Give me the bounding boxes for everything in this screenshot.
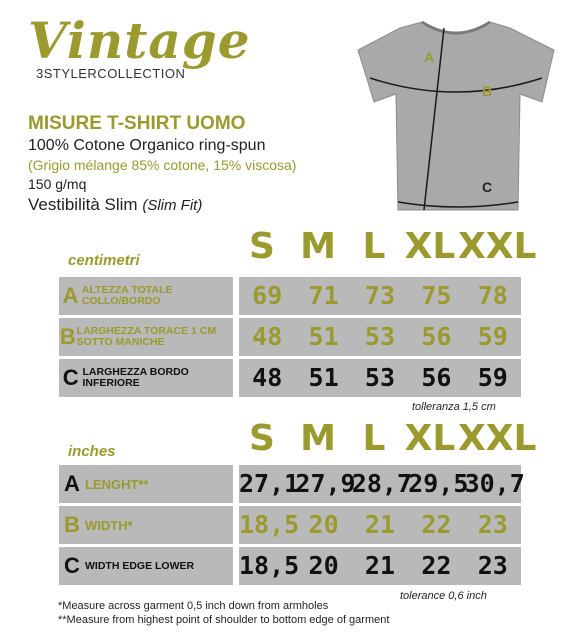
row-label: [55, 359, 233, 397]
row-label: [55, 506, 233, 544]
size-header-inches: [234, 418, 537, 459]
value-cell: 75: [421, 281, 452, 310]
diagram-label-c: C: [482, 179, 493, 195]
row-letter: A: [64, 471, 80, 496]
value-cell: 21: [364, 551, 396, 580]
size-xl: XL: [404, 418, 456, 459]
table-row: [55, 359, 521, 397]
value-cell: 71: [308, 281, 339, 310]
value-cell: 48: [252, 322, 283, 351]
size-xxl: XXL: [458, 418, 537, 459]
value-cell: 22: [421, 510, 452, 539]
value-cell: 18,5: [239, 510, 300, 539]
value-cell: 18,5: [239, 551, 300, 580]
product-info: [28, 112, 358, 217]
value-cell: 56: [421, 363, 452, 392]
row-label: [55, 318, 233, 356]
table-row: [55, 318, 521, 356]
size-s: S: [249, 226, 275, 267]
row-label-text: WIDTH EDGE LOWER: [85, 559, 195, 572]
value-cell: 21: [364, 510, 396, 539]
row-letter: B: [59, 324, 76, 349]
size-header-cm: [234, 226, 537, 267]
row-label: [55, 465, 233, 503]
row-values: [239, 547, 521, 585]
value-cell: 53: [364, 363, 396, 392]
row-letter: C: [64, 553, 80, 578]
value-cell: 73: [364, 281, 396, 310]
row-values: [239, 359, 521, 397]
footnote-length: **Measure from highest point of shoulder to bottom edge of garment: [58, 614, 390, 626]
fit-label-en: (Slim Fit): [142, 197, 203, 214]
value-cell: 51: [308, 322, 339, 351]
value-cell: 27,9: [295, 469, 356, 498]
row-values: [239, 277, 521, 315]
table-row: [55, 277, 521, 315]
info-weight: 150 g/mq: [28, 176, 87, 192]
size-m: M: [300, 418, 336, 459]
info-fit: [28, 194, 358, 217]
row-label-text: WIDTH*: [85, 517, 133, 533]
table-row: [55, 465, 525, 503]
brand-title: Vintage: [28, 11, 251, 70]
value-cell: 27,1: [239, 469, 300, 498]
fit-label: Vestibilità Slim: [28, 195, 138, 214]
value-cell: 20: [308, 551, 339, 580]
value-cell: 23: [477, 510, 508, 539]
row-values: [239, 318, 521, 356]
brand-subtitle: 3STYLERCOLLECTION: [36, 66, 186, 81]
tolerance-note-inches: tolerance 0,6 inch: [400, 590, 487, 602]
table-row: [55, 547, 521, 585]
row-letter: B: [64, 512, 80, 537]
value-cell: 53: [364, 322, 396, 351]
value-cell: 20: [308, 510, 339, 539]
row-values: [239, 506, 521, 544]
value-cell: 69: [252, 281, 283, 310]
size-m: M: [300, 226, 336, 267]
info-blend: (Grigio mélange 85% cotone, 15% viscosa): [28, 157, 297, 173]
row-letter: A: [62, 283, 79, 308]
value-cell: 28,7: [351, 469, 412, 498]
value-cell: 51: [308, 363, 339, 392]
tolerance-note-cm: tolleranza 1,5 cm: [412, 401, 496, 413]
diagram-label-b: B: [482, 83, 493, 99]
value-cell: 30,7: [464, 469, 525, 498]
value-cell: 22: [421, 551, 452, 580]
table-row: [55, 506, 521, 544]
size-s: S: [249, 418, 275, 459]
tshirt-diagram: [352, 14, 557, 219]
row-values: [239, 465, 525, 503]
diagram-label-a: A: [424, 49, 435, 65]
value-cell: 59: [477, 322, 508, 351]
info-heading: MISURE T-SHIRT UOMO: [28, 113, 246, 134]
row-letter: C: [62, 365, 79, 390]
size-l: L: [362, 226, 386, 267]
brand-logo: [28, 11, 251, 81]
size-l: L: [362, 418, 386, 459]
size-xl: XL: [404, 226, 456, 267]
value-cell: 23: [477, 551, 508, 580]
size-xxl: XXL: [458, 226, 537, 267]
value-cell: 78: [477, 281, 508, 310]
value-cell: 29,5: [408, 469, 469, 498]
value-cell: 48: [252, 363, 283, 392]
footnote-width: *Measure across garment 0,5 inch down from armholes: [58, 600, 329, 612]
row-label-text: LARGHEZZA TORACE 1 CM SOTTO MANICHE: [76, 325, 217, 348]
value-cell: 56: [421, 322, 452, 351]
info-material: 100% Cotone Organico ring-spun: [28, 137, 266, 154]
unit-label-cm: centimetri: [68, 252, 140, 269]
value-cell: 59: [477, 363, 508, 392]
row-label: [55, 547, 233, 585]
row-label-text: LENGHT**: [85, 476, 149, 492]
unit-label-inches: inches: [68, 443, 116, 460]
row-label-text: ALTEZZA TOTALE COLLO/BORDO: [81, 284, 173, 307]
row-label-text: LARGHEZZA BORDO INFERIORE: [82, 366, 189, 389]
row-label: [55, 277, 233, 315]
